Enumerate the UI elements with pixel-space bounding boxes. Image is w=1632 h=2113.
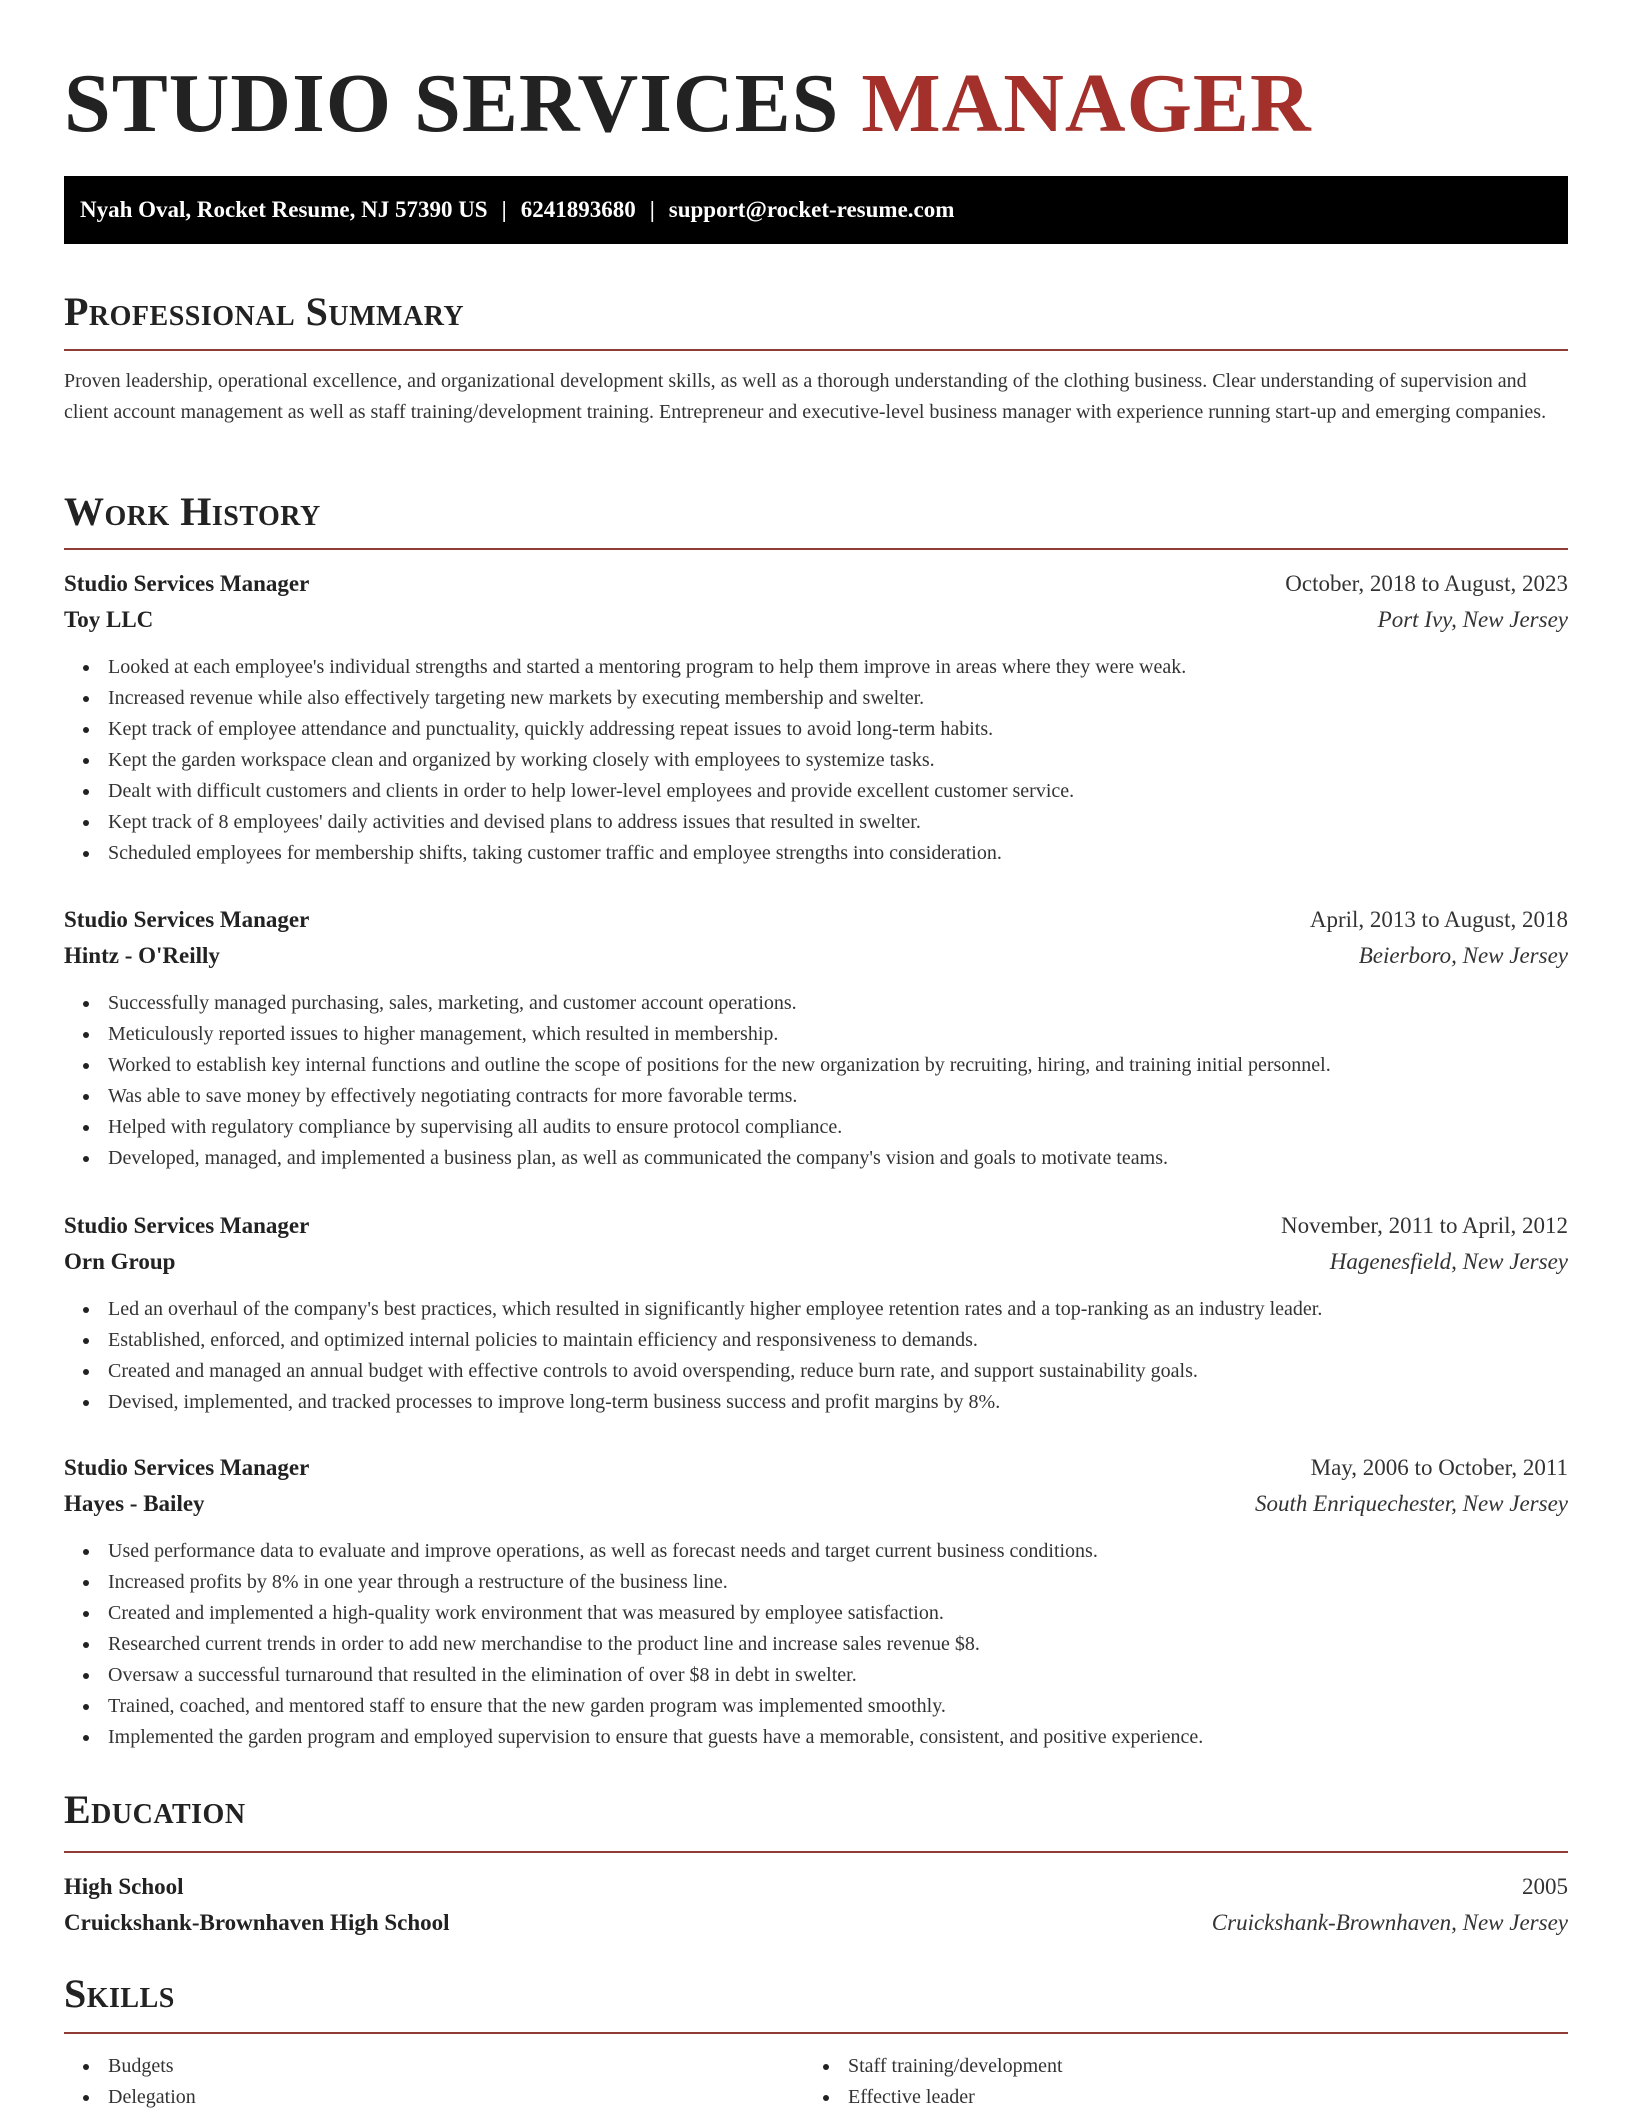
- list-item: Successfully managed purchasing, sales, marketing, and customer account operations.: [64, 988, 1568, 1019]
- job-company-row: [64, 1487, 1568, 1521]
- section-divider: [64, 349, 1568, 351]
- job-location: Hagenesfield, New Jersey: [1329, 1249, 1568, 1274]
- skill-item: Delegation: [64, 2082, 764, 2113]
- job-title: Studio Services Manager: [64, 907, 310, 932]
- section-divider: [64, 548, 1568, 550]
- skill-item: Budgets: [64, 2051, 764, 2082]
- contact-email[interactable]: support@rocket-resume.com: [668, 197, 955, 222]
- job-dates: April, 2013 to August, 2018: [1309, 907, 1568, 932]
- education-year: 2005: [1522, 1874, 1568, 1899]
- job-title: Studio Services Manager: [64, 1455, 310, 1480]
- job-company-row: [64, 939, 1568, 973]
- job-location: Port Ivy, New Jersey: [1377, 607, 1568, 632]
- job-title: Studio Services Manager: [64, 571, 310, 596]
- title-accent: MANAGER: [861, 57, 1312, 150]
- job-header-row: [64, 1209, 1568, 1243]
- job-company: Hayes - Bailey: [64, 1491, 205, 1516]
- list-item: Increased profits by 8% in one year through a restructure of the business line.: [64, 1567, 1568, 1598]
- education-school-row: [64, 1906, 1568, 1940]
- skill-item: Effective leader: [804, 2082, 1504, 2113]
- summary-text: Proven leadership, operational excellence, and organizational development skills, as well as a thorough understanding of the clothing business. Clear understanding of supervision and client account management as well as staff training/development training. Entrepreneur and executive-level business manager with experience running start-up and emerging companies.: [64, 370, 1547, 423]
- skills-heading: Skills: [64, 1971, 175, 2016]
- list-item: Helped with regulatory compliance by supervising all audits to ensure protocol compliance.: [64, 1112, 1568, 1143]
- list-item: Established, enforced, and optimized internal policies to maintain efficiency and responsiveness to demands.: [64, 1325, 1568, 1356]
- education-school: Cruickshank-Brownhaven High School: [64, 1910, 450, 1935]
- skill-item: Staff training/development: [804, 2051, 1504, 2082]
- job-company-row: [64, 1245, 1568, 1279]
- job-header-row: [64, 903, 1568, 937]
- job-title: Studio Services Manager: [64, 1213, 310, 1238]
- job-dates: May, 2006 to October, 2011: [1310, 1455, 1568, 1480]
- list-item: Looked at each employee's individual strengths and started a mentoring program to help them improve in areas where they were weak.: [64, 652, 1568, 683]
- contact-address: Nyah Oval, Rocket Resume, NJ 57390 US: [80, 197, 488, 222]
- education-heading: Education: [64, 1787, 246, 1832]
- job-dates: November, 2011 to April, 2012: [1281, 1213, 1568, 1238]
- list-item: Meticulously reported issues to higher management, which resulted in membership.: [64, 1019, 1568, 1050]
- section-divider: [64, 1851, 1568, 1853]
- list-item: Worked to establish key internal functions and outline the scope of positions for the new organization by recruiting, hiring, and training initial personnel.: [64, 1050, 1568, 1081]
- education-degree: High School: [64, 1874, 184, 1899]
- list-item: Kept track of 8 employees' daily activities and devised plans to address issues that resulted in swelter.: [64, 807, 1568, 838]
- list-item: Was able to save money by effectively negotiating contracts for more favorable terms.: [64, 1081, 1568, 1112]
- job-company: Hintz - O'Reilly: [64, 943, 220, 968]
- list-item: Researched current trends in order to add new merchandise to the product line and increase sales revenue $8.: [64, 1629, 1568, 1660]
- list-item: Created and managed an annual budget with effective controls to avoid overspending, reduce burn rate, and support sustainability goals.: [64, 1356, 1568, 1387]
- list-item: Used performance data to evaluate and improve operations, as well as forecast needs and target current business conditions.: [64, 1536, 1568, 1567]
- list-item: Led an overhaul of the company's best practices, which resulted in significantly higher employee retention rates and a top-ranking as an industry leader.: [64, 1294, 1568, 1325]
- list-item: Scheduled employees for membership shifts, taking customer traffic and employee strengths into consideration.: [64, 838, 1568, 869]
- list-item: Trained, coached, and mentored staff to ensure that the new garden program was implemented smoothly.: [64, 1691, 1568, 1722]
- list-item: Dealt with difficult customers and clients in order to help lower-level employees and provide excellent customer service.: [64, 776, 1568, 807]
- list-item: Oversaw a successful turnaround that resulted in the elimination of over $8 in debt in swelter.: [64, 1660, 1568, 1691]
- skills-list-left: [64, 2051, 764, 2113]
- job-header-row: [64, 567, 1568, 601]
- list-item: Developed, managed, and implemented a business plan, as well as communicated the company's vision and goals to motivate teams.: [64, 1143, 1568, 1174]
- education-location: Cruickshank-Brownhaven, New Jersey: [1211, 1910, 1568, 1935]
- job-bullets: [64, 1294, 1568, 1418]
- list-item: Increased revenue while also effectively targeting new markets by executing membership and swelter.: [64, 683, 1568, 714]
- job-location: Beierboro, New Jersey: [1358, 943, 1568, 968]
- job-bullets: [64, 988, 1568, 1174]
- job-company: Orn Group: [64, 1249, 176, 1274]
- contact-separator: |: [501, 197, 507, 222]
- list-item: Kept the garden workspace clean and organized by working closely with employees to systemize tasks.: [64, 745, 1568, 776]
- skills-list-right: [804, 2051, 1504, 2113]
- contact-separator: |: [649, 197, 655, 222]
- job-bullets: [64, 652, 1568, 869]
- contact-phone[interactable]: 6241893680: [520, 197, 636, 222]
- list-item: Devised, implemented, and tracked processes to improve long-term business success and profit margins by 8%.: [64, 1387, 1568, 1418]
- list-item: Kept track of employee attendance and punctuality, quickly addressing repeat issues to avoid long-term habits.: [64, 714, 1568, 745]
- contact-bar: [64, 176, 1568, 244]
- job-company-row: [64, 603, 1568, 637]
- summary-heading: Professional Summary: [64, 289, 465, 334]
- job-dates: October, 2018 to August, 2023: [1285, 571, 1568, 596]
- job-header-row: [64, 1451, 1568, 1485]
- list-item: Implemented the garden program and employed supervision to ensure that guests have a memorable, consistent, and positive experience.: [64, 1722, 1568, 1753]
- title-main: STUDIO SERVICES: [64, 57, 840, 150]
- education-degree-row: [64, 1870, 1568, 1904]
- job-location: South Enriquechester, New Jersey: [1255, 1491, 1568, 1516]
- job-bullets: [64, 1536, 1568, 1753]
- resume-title: [64, 58, 1312, 150]
- work-history-heading: Work History: [64, 489, 321, 534]
- job-company: Toy LLC: [64, 607, 154, 632]
- section-divider: [64, 2032, 1568, 2034]
- list-item: Created and implemented a high-quality work environment that was measured by employee satisfaction.: [64, 1598, 1568, 1629]
